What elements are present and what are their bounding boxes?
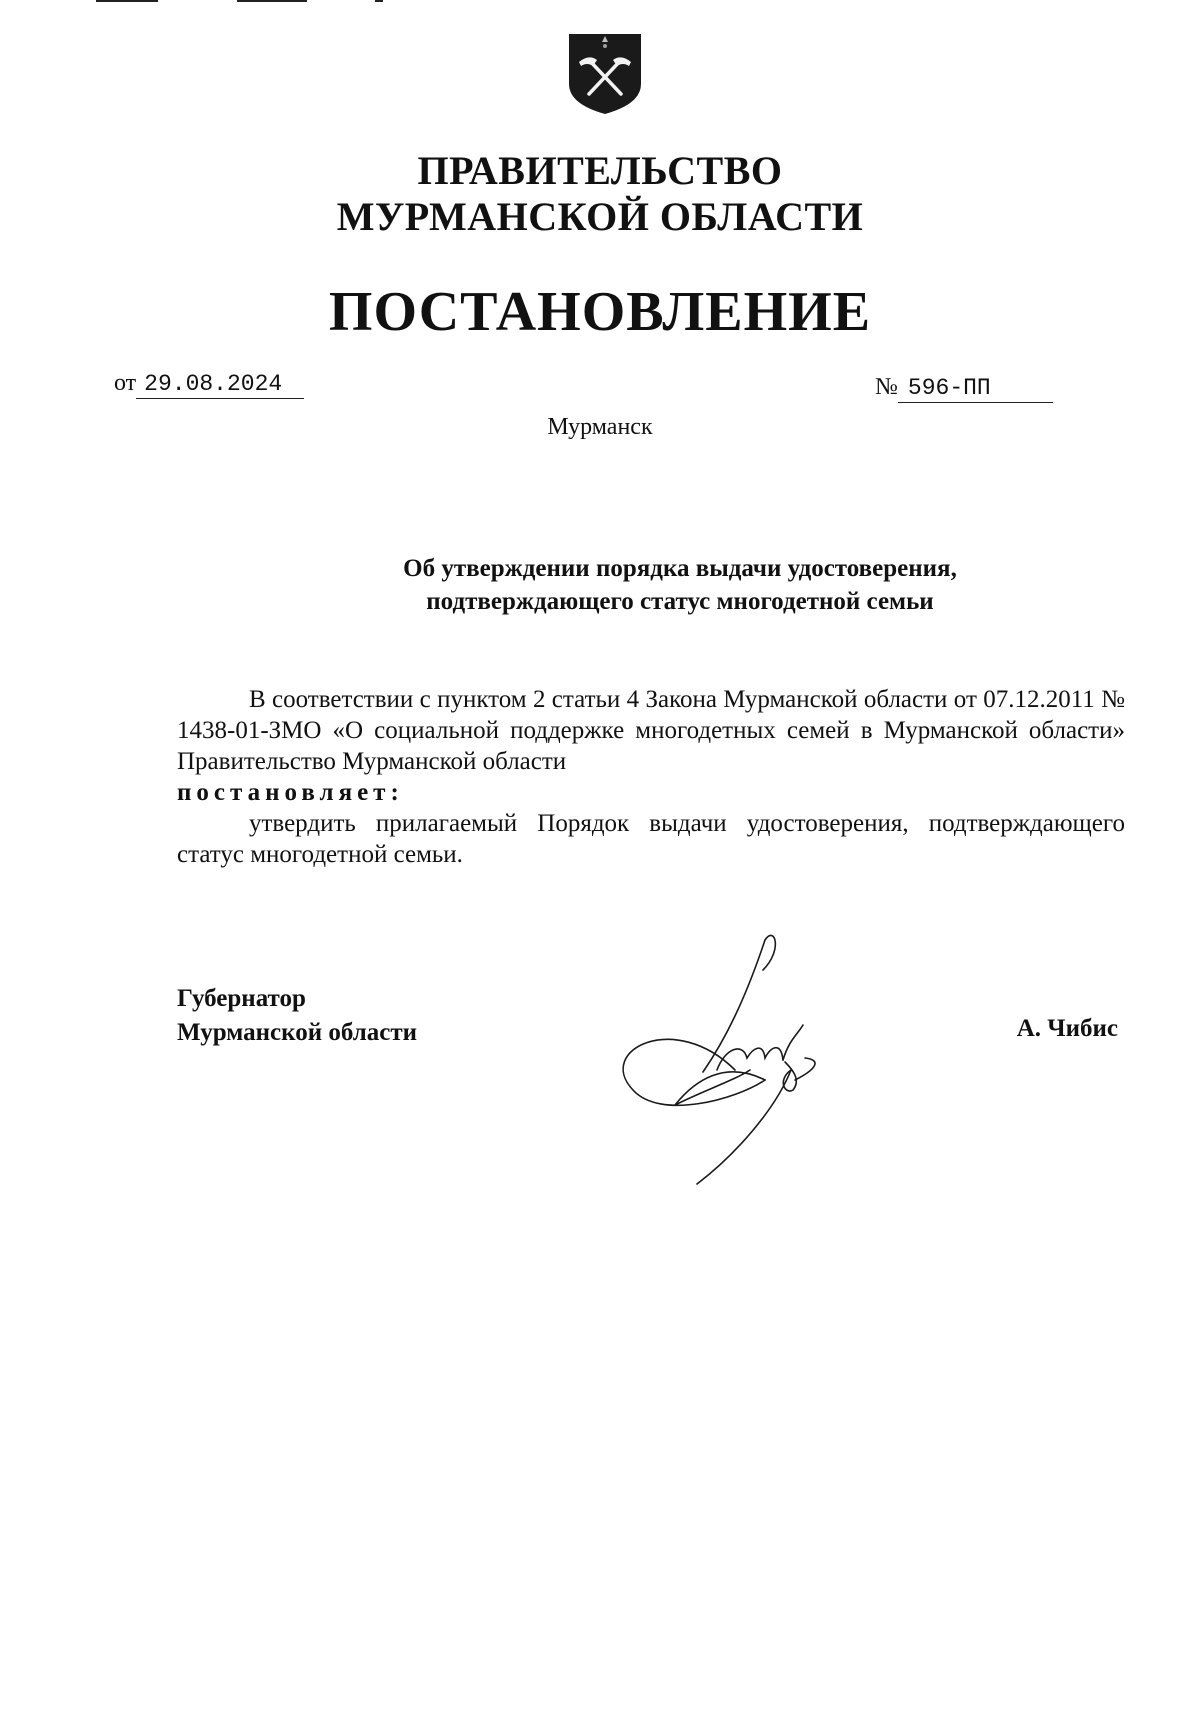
signer-name: А. Чибис — [1016, 1015, 1118, 1042]
murmansk-coat-of-arms-icon — [565, 32, 645, 116]
scan-artifact — [96, 0, 158, 2]
date-value: 29.08.2024 — [136, 371, 304, 399]
body-paragraph-1: В соответствии с пунктом 2 статьи 4 Закона Мурманской области от 07.12.2011 № 1438-01-ЗМО «О социальной поддержке многодетных семей в Мурманской области» Правительство Мурманской области — [177, 686, 1125, 775]
document-body — [177, 684, 1125, 870]
subject-line-2: подтверждающего статус многодетной семьи — [426, 588, 934, 615]
city-name: Мурманск — [547, 414, 653, 440]
number-field — [875, 374, 1053, 403]
scan-artifact — [375, 0, 383, 2]
signer-title-line-2: Мурманской области — [177, 1019, 418, 1046]
date-field — [114, 370, 304, 399]
scan-artifact — [237, 0, 307, 2]
body-paragraph-2: утвердить прилагаемый Порядок выдачи удостоверения, подтверждающего статус многодетной семьи. — [177, 810, 1125, 868]
number-value: 596-ПП — [898, 375, 1053, 403]
number-prefix: № — [875, 374, 898, 400]
handwritten-signature-icon — [615, 930, 895, 1185]
date-prefix: от — [114, 370, 137, 396]
document-subject — [340, 552, 1020, 618]
org-name-line-1: ПРАВИТЕЛЬСТВО — [417, 148, 783, 193]
signer-title — [177, 982, 417, 1050]
document-type-title: ПОСТАНОВЛЕНИЕ — [328, 281, 872, 343]
signer-title-line-1: Губернатор — [177, 985, 306, 1012]
decree-word: постановляет: — [177, 779, 404, 806]
subject-line-1: Об утверждении порядка выдачи удостоверения, — [403, 555, 957, 582]
org-name-line-2: МУРМАНСКОЙ ОБЛАСТИ — [336, 194, 864, 239]
